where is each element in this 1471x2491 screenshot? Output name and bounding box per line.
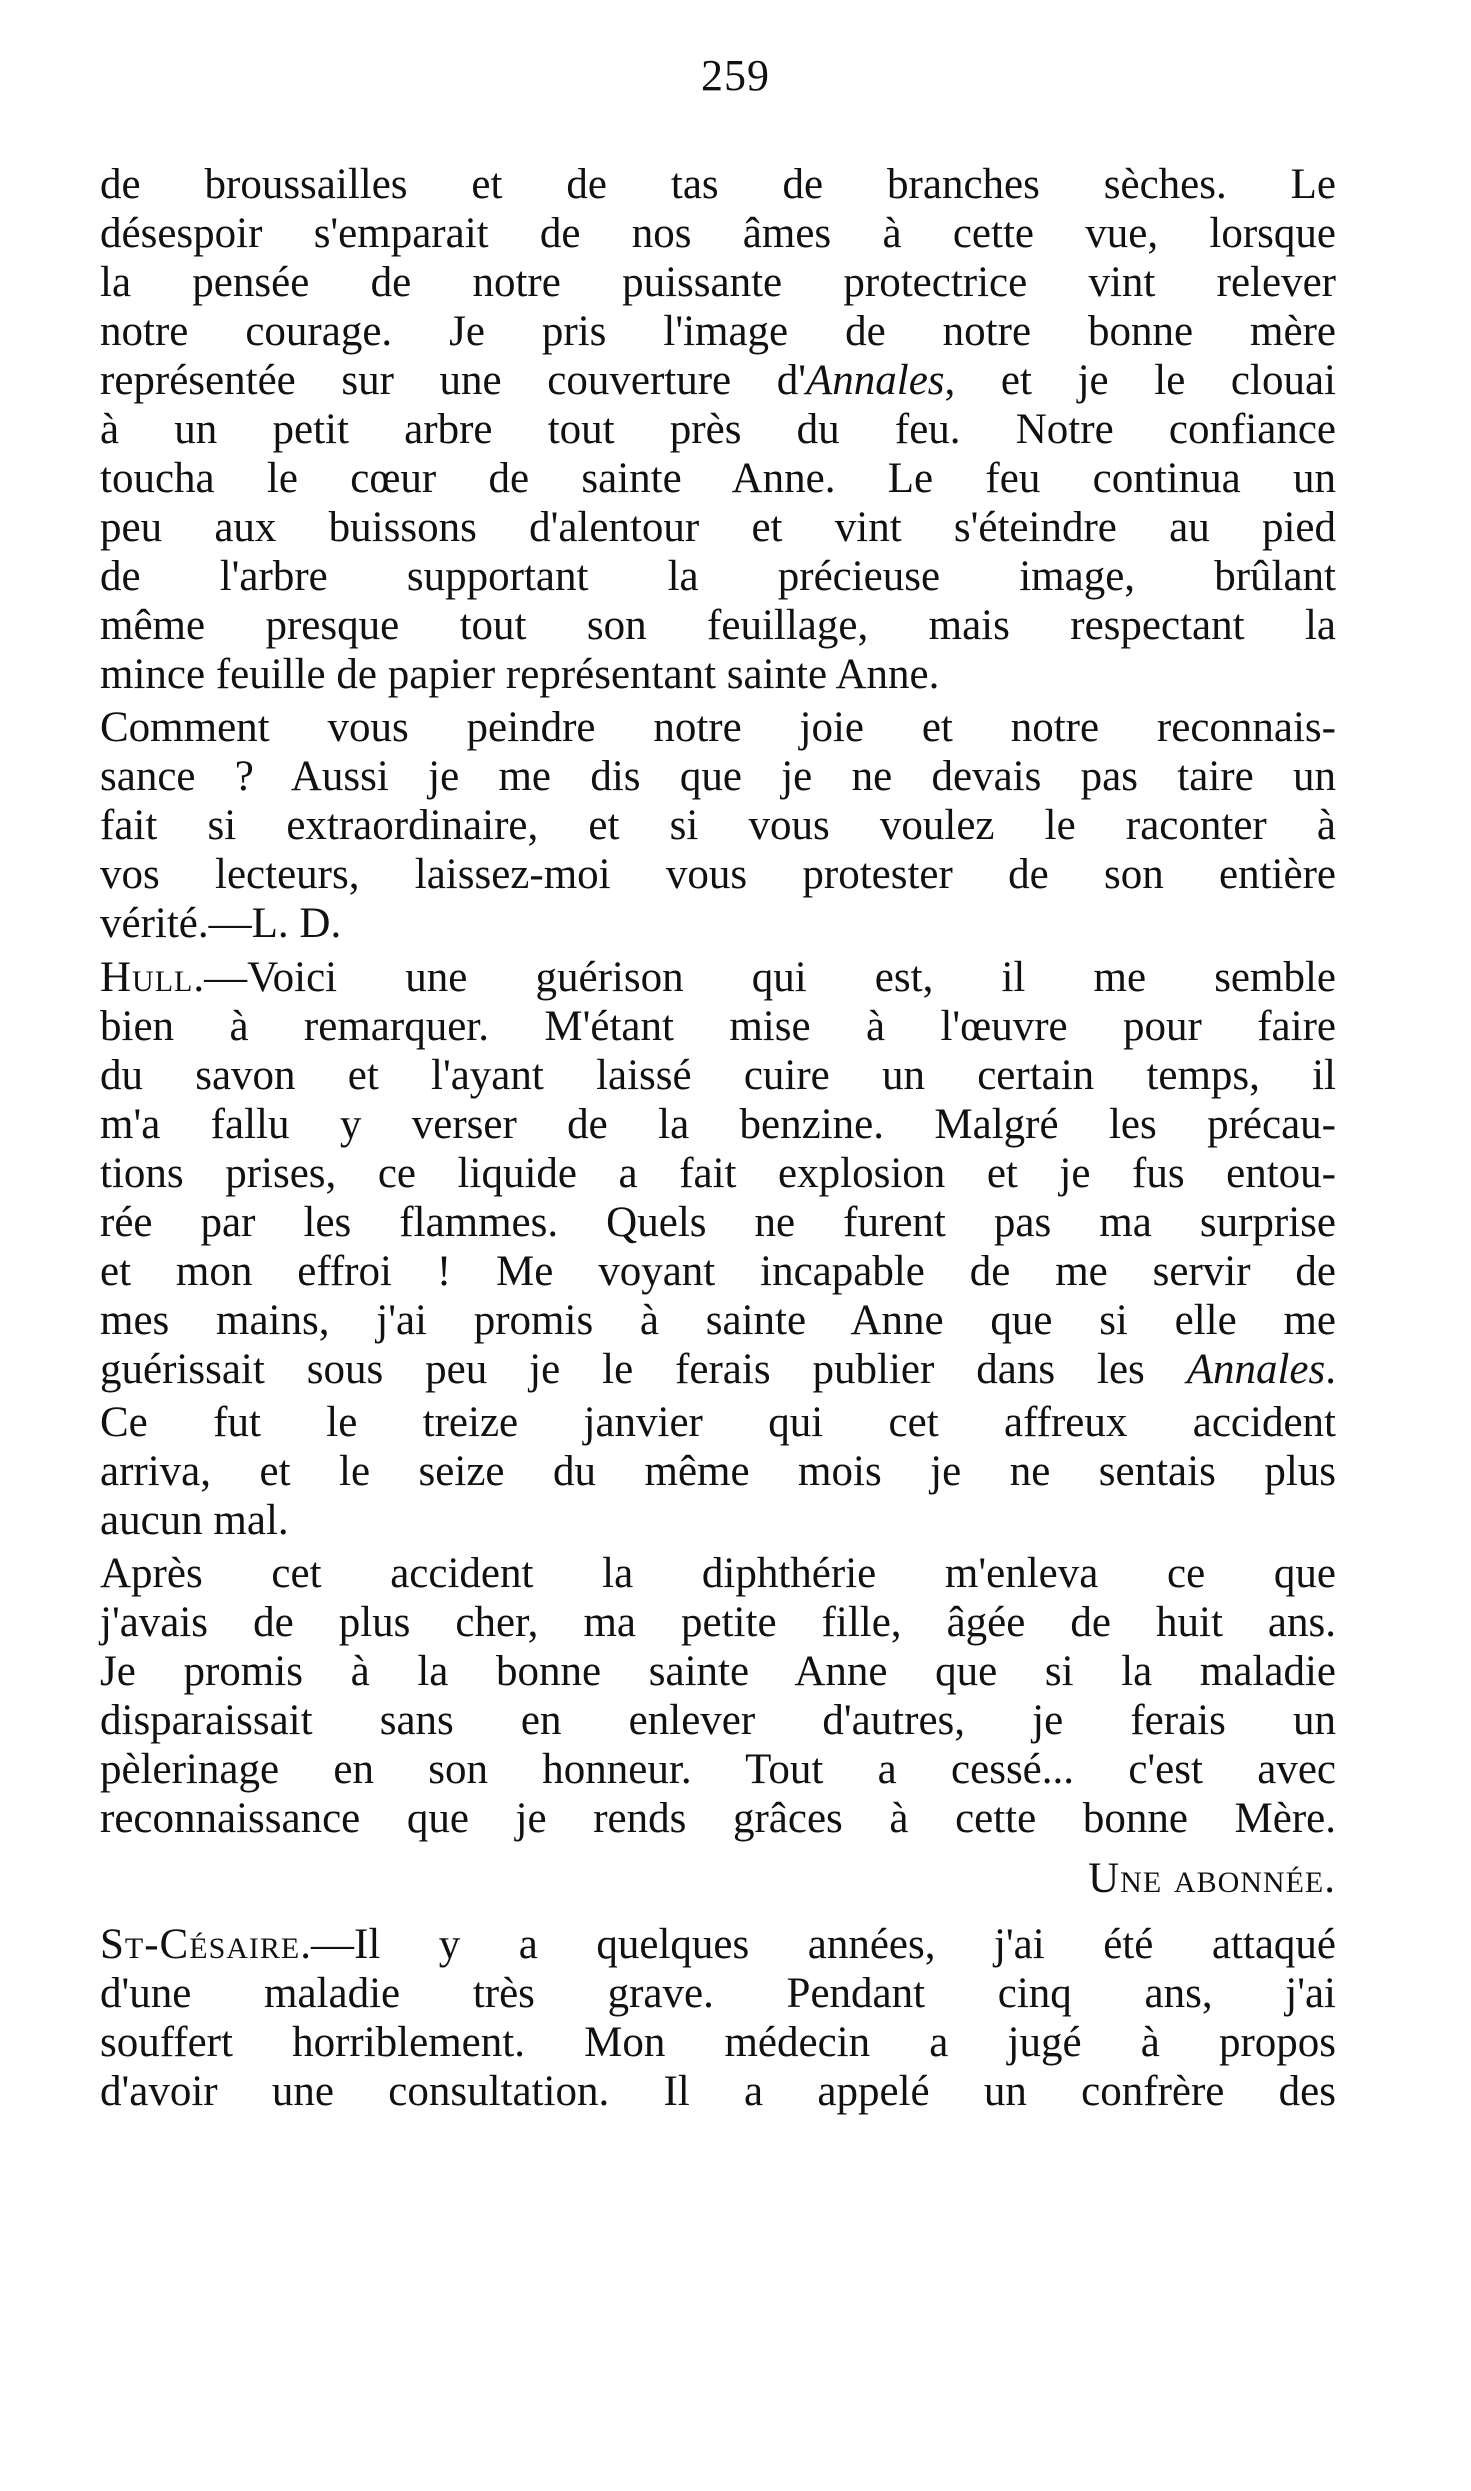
text-line: mince feuille de papier représentant sainte Anne.: [100, 651, 940, 698]
text-line: du savon et l'ayant laissé cuire un certain temps, il: [100, 1052, 1336, 1099]
text-line: j'avais de plus cher, ma petite fille, âgée de huit ans.: [100, 1599, 1336, 1646]
locality-label: Hull: [100, 954, 194, 1001]
text-line: St-Césaire.—Il y a quelques années, j'ai été attaqué: [100, 1921, 1336, 1968]
text-line: rée par les flammes. Quels ne furent pas ma surprise: [100, 1199, 1336, 1246]
text-line: la pensée de notre puissante protectrice vint relever: [100, 259, 1336, 306]
text-line: représentée sur une couverture d'Annales, et je le clouai: [100, 357, 1336, 404]
text-line: fait si extraordinaire, et si vous voulez le raconter à: [100, 802, 1336, 849]
text-line: disparaissait sans en enlever d'autres, je ferais un: [100, 1697, 1336, 1744]
text-line: désespoir s'emparait de nos âmes à cette vue, lorsque: [100, 210, 1336, 257]
text-line: souffert horriblement. Mon médecin a jugé à propos: [100, 2019, 1336, 2066]
text-line: de l'arbre supportant la précieuse image, brûlant: [100, 553, 1336, 600]
text-line: peu aux buissons d'alentour et vint s'éteindre au pied: [100, 504, 1336, 551]
signature-line: Une abonnée.: [1088, 1855, 1336, 1902]
text-line: mes mains, j'ai promis à sainte Anne que si elle me: [100, 1297, 1336, 1344]
text-line: notre courage. Je pris l'image de notre bonne mère: [100, 308, 1336, 355]
text-line: reconnaissance que je rends grâces à cette bonne Mère.: [100, 1795, 1336, 1842]
text-line: vérité.—L. D.: [100, 900, 342, 947]
text-line: d'une maladie très grave. Pendant cinq ans, j'ai: [100, 1970, 1336, 2017]
text-line: tions prises, ce liquide a fait explosion et je fus entou-: [100, 1150, 1336, 1197]
text-line: Comment vous peindre notre joie et notre reconnais-: [100, 704, 1336, 751]
text-line: Après cet accident la diphthérie m'enleva ce que: [100, 1550, 1336, 1597]
locality-label: St-Césaire: [100, 1921, 301, 1968]
text-line: pèlerinage en son honneur. Tout a cessé... c'est avec: [100, 1746, 1336, 1793]
text-line: et mon effroi ! Me voyant incapable de me servir de: [100, 1248, 1336, 1295]
text-line: Hull.—Voici une guérison qui est, il me semble: [100, 954, 1336, 1001]
text-line: d'avoir une consultation. Il a appelé un confrère des: [100, 2068, 1336, 2115]
text-line: Ce fut le treize janvier qui cet affreux accident: [100, 1399, 1336, 1446]
publication-title: Annales: [806, 357, 945, 404]
page-number: 259: [701, 51, 770, 100]
text-line: de broussailles et de tas de branches sèches. Le: [100, 161, 1336, 208]
text-line: arriva, et le seize du même mois je ne sentais plus: [100, 1448, 1336, 1495]
text-line: bien à remarquer. M'étant mise à l'œuvre pour faire: [100, 1003, 1336, 1050]
text-line: guérissait sous peu je le ferais publier dans les Annales.: [100, 1346, 1336, 1393]
publication-title: Annales: [1186, 1346, 1326, 1393]
text-line: m'a fallu y verser de la benzine. Malgré les précau-: [100, 1101, 1336, 1148]
text-line: toucha le cœur de sainte Anne. Le feu continua un: [100, 455, 1336, 502]
text-line: aucun mal.: [100, 1497, 289, 1544]
text-line: sance ? Aussi je me dis que je ne devais pas taire un: [100, 753, 1336, 800]
text-line: vos lecteurs, laissez-moi vous protester de son entière: [100, 851, 1336, 898]
text-line: à un petit arbre tout près du feu. Notre confiance: [100, 406, 1336, 453]
text-line: Je promis à la bonne sainte Anne que si la maladie: [100, 1648, 1336, 1695]
text-line: même presque tout son feuillage, mais respectant la: [100, 602, 1336, 649]
